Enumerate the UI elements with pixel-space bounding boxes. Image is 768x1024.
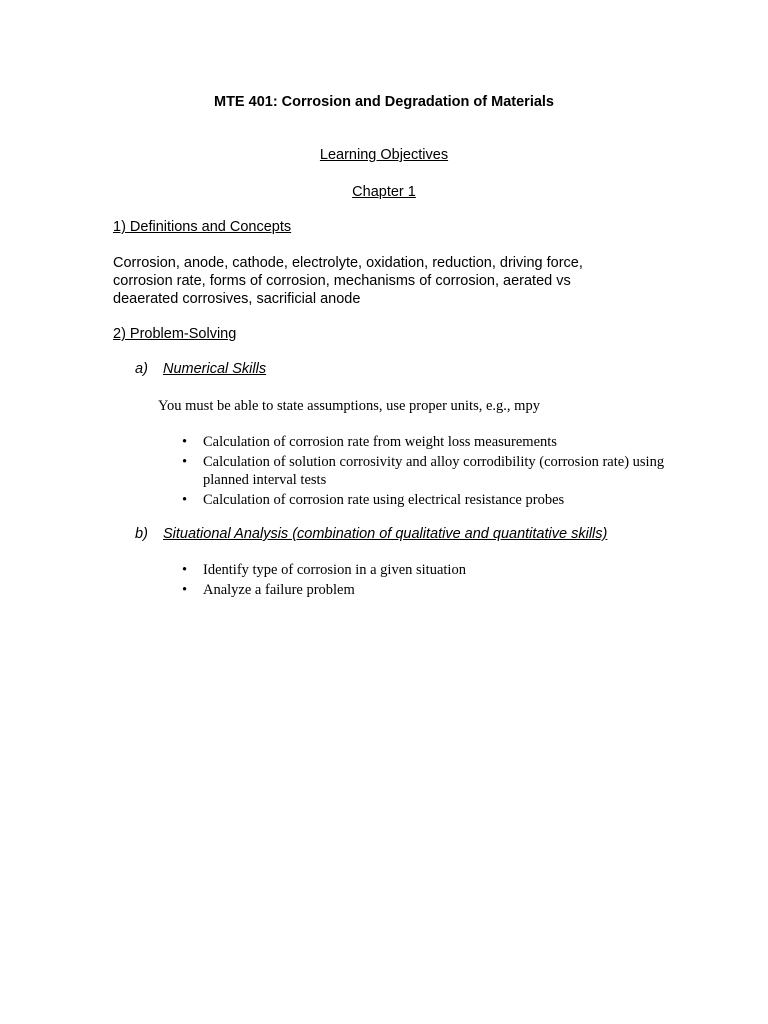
- chapter-label: Chapter 1: [352, 184, 416, 200]
- section-heading-label: 2) Problem-Solving: [113, 326, 237, 342]
- numerical-bullet-list: [182, 433, 673, 511]
- bullet-icon: •: [182, 454, 188, 470]
- situational-bullet-list: [182, 561, 673, 601]
- section-heading-definitions: [113, 218, 291, 236]
- learning-objectives-heading: Learning Objectives: [319, 147, 449, 163]
- list-item-text: Identify type of corrosion in a given situation: [203, 562, 466, 578]
- section-heading-problem-solving: [113, 325, 236, 343]
- definitions-paragraph: [113, 254, 583, 308]
- bullet-icon: •: [182, 492, 188, 508]
- subsection-marker: b): [135, 526, 148, 542]
- chapter-heading: [0, 183, 768, 201]
- bullet-icon: •: [182, 434, 188, 450]
- paragraph-line: corrosion rate, forms of corrosion, mechanisms of corrosion, aerated vs: [113, 273, 571, 289]
- list-item-text: Calculation of corrosion rate using electrical resistance probes: [203, 492, 565, 508]
- paragraph-line: deaerated corrosives, sacrificial anode: [113, 291, 361, 307]
- bullet-icon: •: [182, 562, 188, 578]
- subsection-heading-label: Numerical Skills: [162, 361, 267, 377]
- list-item: [182, 433, 673, 451]
- list-item: [182, 491, 673, 509]
- document-title: MTE 401: Corrosion and Degradation of Materials: [214, 94, 554, 110]
- list-item: [182, 581, 673, 599]
- document-subtitle: [0, 146, 768, 164]
- subsection-heading-numerical: [135, 360, 266, 378]
- list-item-text: Analyze a failure problem: [203, 582, 355, 598]
- subsection-heading-label: Situational Analysis (combination of qualitative and quantitative skills): [162, 526, 608, 542]
- list-item: [182, 453, 673, 489]
- subsection-heading-situational: [135, 525, 607, 543]
- numerical-intro-text: You must be able to state assumptions, use proper units, e.g., mpy: [158, 398, 540, 414]
- list-item: [182, 561, 673, 579]
- bullet-icon: •: [182, 582, 188, 598]
- paragraph-line: Corrosion, anode, cathode, electrolyte, oxidation, reduction, driving force,: [113, 255, 583, 271]
- list-item-text: Calculation of solution corrosivity and alloy corrodibility (corrosion rate) using planned interval tests: [203, 454, 665, 488]
- section-heading-label: 1) Definitions and Concepts: [113, 219, 292, 235]
- subsection-marker: a): [135, 361, 148, 377]
- list-item-text: Calculation of corrosion rate from weight loss measurements: [203, 434, 557, 450]
